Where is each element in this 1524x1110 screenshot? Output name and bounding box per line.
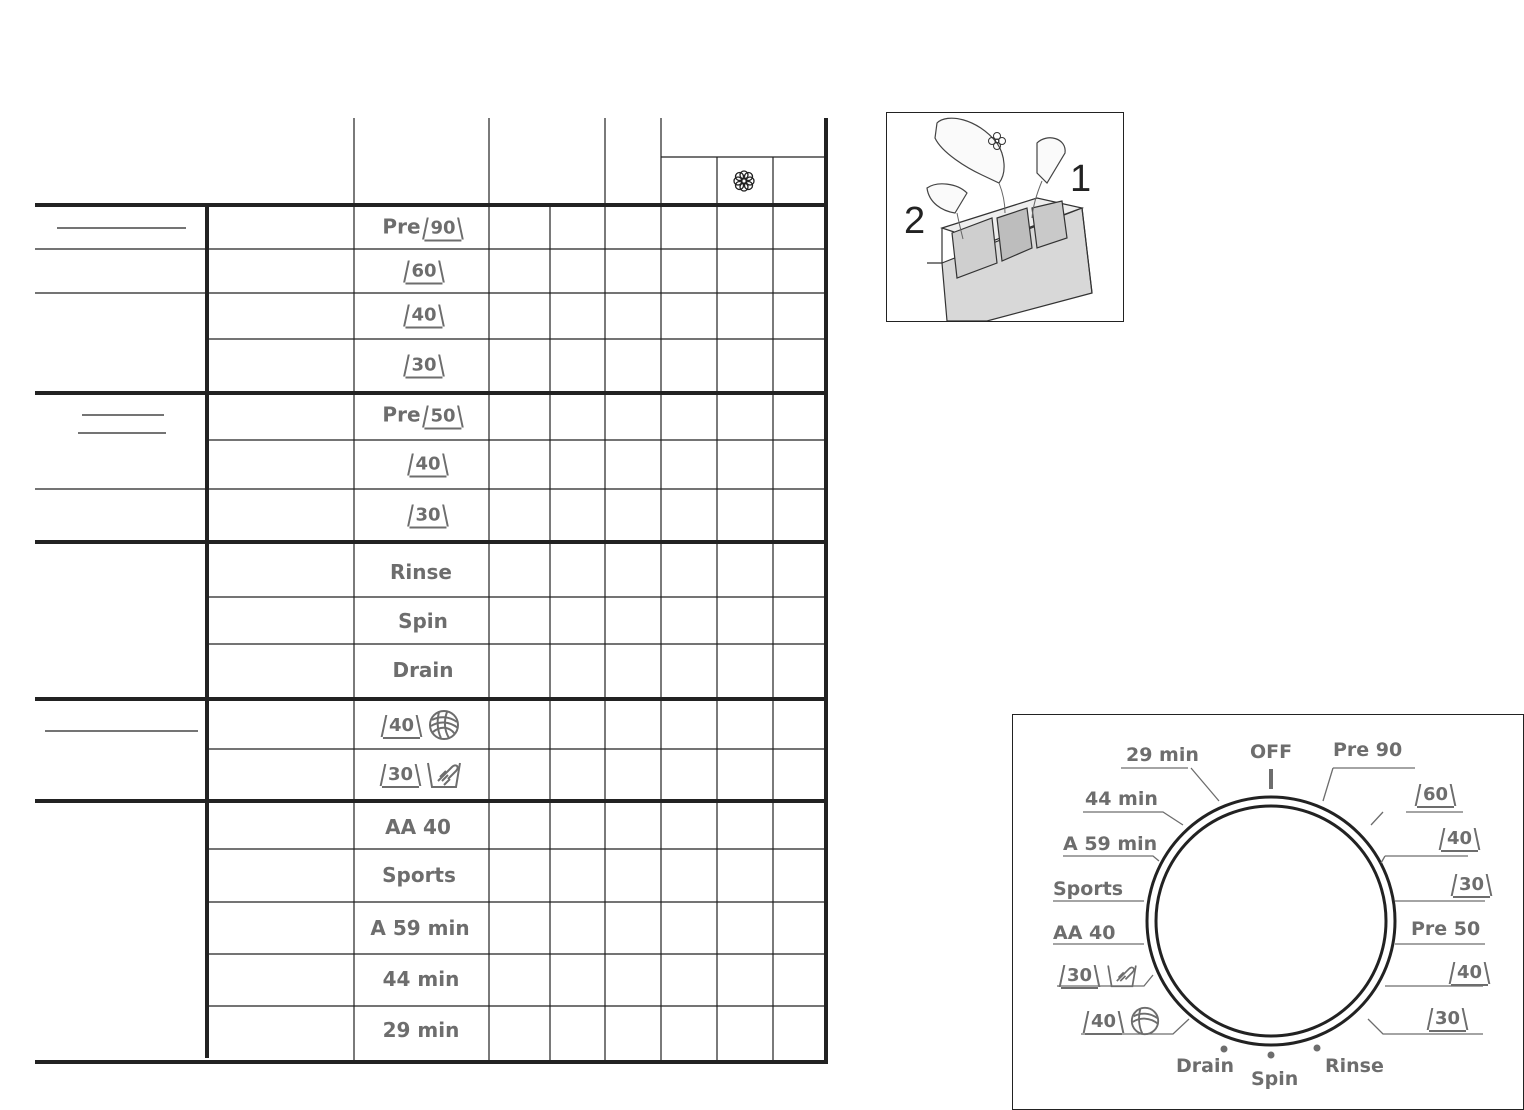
dial-label-44-min: 44 min bbox=[1085, 788, 1158, 810]
wool-icon bbox=[1129, 1005, 1161, 1037]
table-row: 60 bbox=[401, 258, 442, 285]
table-row: 29 min bbox=[382, 1018, 460, 1042]
dial-label-a-59-min: A 59 min bbox=[1063, 833, 1158, 855]
dial-label-spin: Spin bbox=[1251, 1068, 1299, 1090]
table-row: 40 bbox=[379, 708, 461, 742]
program-selector-panel bbox=[1012, 714, 1524, 1110]
dial-off-label: OFF bbox=[1250, 741, 1293, 763]
table-row: Pre 90 bbox=[382, 215, 461, 242]
table-row: AA 40 bbox=[385, 815, 451, 839]
table-row: Rinse bbox=[390, 560, 452, 584]
handwash-icon bbox=[1105, 962, 1139, 988]
program-dial-graphic bbox=[1013, 715, 1523, 1109]
table-row: Sports bbox=[382, 863, 456, 887]
dial-label-30-synthetic: 30 bbox=[1425, 1007, 1466, 1032]
table-row: A 59 min bbox=[370, 916, 470, 940]
table-row: 30 bbox=[378, 759, 462, 789]
dial-label-pre-50: Pre 50 bbox=[1411, 918, 1481, 940]
wool-icon bbox=[427, 708, 461, 742]
dial-label-29-min: 29 min bbox=[1126, 744, 1199, 766]
table-row: 30 bbox=[401, 352, 442, 379]
dial-label-aa-40: AA 40 bbox=[1053, 922, 1116, 944]
spin-dot bbox=[1268, 1052, 1275, 1059]
dial-label-40: 40 bbox=[1437, 827, 1478, 852]
table-row: Drain bbox=[392, 658, 454, 682]
dial-label-pre-90: Pre 90 bbox=[1333, 739, 1403, 761]
compartment-2-label: 2 bbox=[904, 200, 926, 242]
drain-dot bbox=[1221, 1046, 1228, 1053]
table-row: 30 bbox=[405, 502, 446, 529]
table-row: Spin bbox=[398, 609, 448, 633]
dial-label-rinse: Rinse bbox=[1325, 1055, 1384, 1077]
dial-label-drain: Drain bbox=[1176, 1055, 1235, 1077]
dial-label-sports: Sports bbox=[1053, 878, 1124, 900]
dial-label-wool-40: 40 bbox=[1081, 1005, 1161, 1037]
table-row: 40 bbox=[401, 302, 442, 329]
rinse-dot bbox=[1314, 1045, 1321, 1052]
softener-flower-icon bbox=[734, 171, 754, 191]
table-row: 44 min bbox=[382, 967, 460, 991]
dial-label-handwash-30: 30 bbox=[1057, 962, 1139, 989]
dial-label-40-synthetic: 40 bbox=[1447, 961, 1488, 986]
handwash-icon bbox=[426, 759, 462, 789]
table-row: Pre 50 bbox=[382, 403, 461, 430]
dial-label-60: 60 bbox=[1413, 783, 1454, 808]
dial-label-30: 30 bbox=[1449, 873, 1490, 898]
table-row: 40 bbox=[405, 451, 446, 478]
compartment-1-label: 1 bbox=[1070, 158, 1092, 200]
